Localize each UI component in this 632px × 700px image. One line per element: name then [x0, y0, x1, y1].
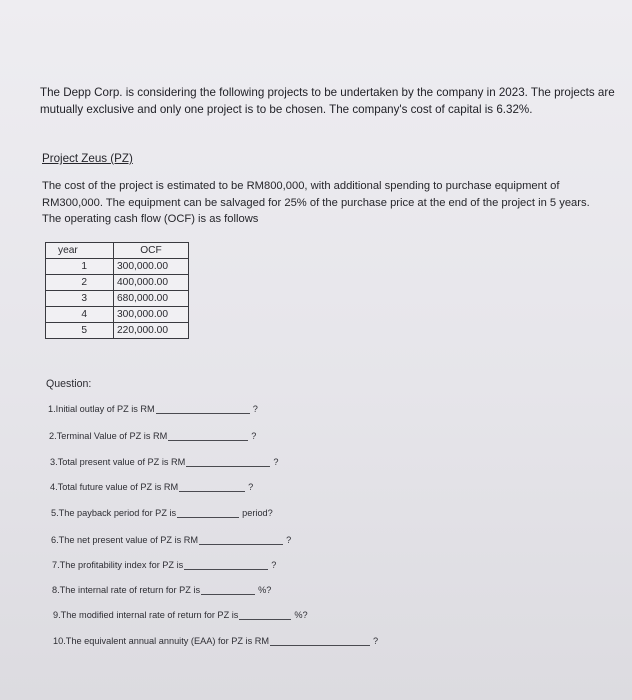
table-row [46, 291, 189, 307]
question-heading: Question: [46, 378, 92, 390]
answer-blank [201, 585, 255, 595]
ocf-table [45, 242, 189, 339]
question-tail: ? [271, 560, 277, 570]
question-text: 2.Terminal Value of PZ is RM [49, 431, 168, 441]
question-tail: ? [373, 636, 379, 646]
question-text: 6.The net present value of PZ is RM [51, 535, 199, 545]
question-text: 7.The profitability index for PZ is [52, 560, 184, 570]
question-3 [50, 457, 278, 467]
question-text: 8.The internal rate of return for PZ is [52, 585, 201, 595]
question-tail: %? [258, 585, 272, 595]
question-tail: ? [248, 482, 254, 492]
question-9 [53, 610, 308, 620]
table-row [46, 275, 189, 291]
question-5 [51, 508, 273, 518]
cell-year: 5 [46, 323, 114, 339]
cell-ocf: 680,000.00 [114, 291, 189, 307]
question-text: 4.Total future value of PZ is RM [50, 482, 179, 492]
answer-blank [186, 457, 270, 467]
question-2 [49, 431, 256, 441]
header-year: year [46, 243, 114, 259]
table-row [46, 307, 189, 323]
question-tail: ? [286, 535, 292, 545]
cell-ocf: 220,000.00 [114, 323, 189, 339]
answer-blank [270, 636, 370, 646]
table-header-row [46, 243, 189, 259]
project-description: The cost of the project is estimated to be RM800,000, with additional spending to purchase equipment of RM300,000. The equipment can be salvaged for 25% of the purchase price at the end of the project in 5 years. The operating cash flow (OCF) is as follows [42, 180, 590, 225]
table-row [46, 259, 189, 275]
answer-blank [177, 508, 239, 518]
question-10 [53, 636, 378, 646]
question-8 [52, 585, 271, 595]
question-1 [48, 404, 258, 414]
cell-year: 2 [46, 275, 114, 291]
answer-blank [199, 535, 283, 545]
answer-blank [179, 482, 245, 492]
question-6 [51, 535, 291, 545]
cell-year: 4 [46, 307, 114, 323]
question-tail: ? [252, 404, 258, 414]
question-tail: period? [242, 508, 273, 518]
question-4 [50, 482, 253, 492]
question-7 [52, 560, 276, 570]
header-ocf: OCF [114, 243, 189, 259]
section-title: Project Zeus (PZ) [42, 152, 133, 165]
question-text: 10.The equivalent annual annuity (EAA) for PZ is RM [53, 636, 270, 646]
question-tail: %? [294, 610, 308, 620]
cell-ocf: 300,000.00 [114, 307, 189, 323]
question-text: 5.The payback period for PZ is [51, 508, 177, 518]
cell-year: 3 [46, 291, 114, 307]
cell-ocf: 400,000.00 [114, 275, 189, 291]
answer-blank [184, 560, 268, 570]
question-text: 9.The modified internal rate of return for PZ is [53, 610, 239, 620]
question-tail: ? [273, 457, 279, 467]
table-row [46, 323, 189, 339]
answer-blank [168, 431, 248, 441]
cell-ocf: 300,000.00 [114, 259, 189, 275]
question-text: 3.Total present value of PZ is RM [50, 457, 186, 467]
question-tail: ? [251, 431, 257, 441]
question-text: 1.Initial outlay of PZ is RM [48, 404, 155, 414]
intro-paragraph: The Depp Corp. is considering the following projects to be undertaken by the company in 2023. The projects are mutually exclusive and only one project is to be chosen. The company's cost of capital is 6.32%. [40, 86, 615, 116]
cell-year: 1 [46, 259, 114, 275]
answer-blank [156, 404, 250, 414]
answer-blank [239, 610, 291, 620]
